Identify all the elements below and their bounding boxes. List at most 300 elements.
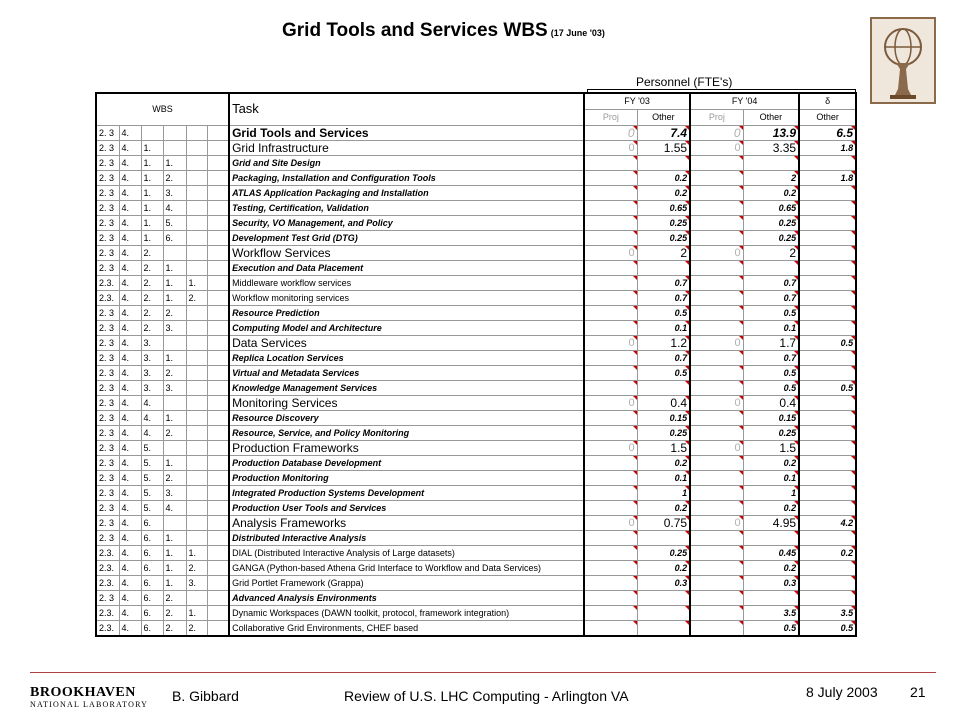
wbs-code-cell: [207, 275, 229, 290]
other-fy04-cell: 0.7: [743, 350, 799, 365]
wbs-code-cell: 4.: [119, 455, 141, 470]
wbs-code-cell: 2.: [163, 170, 186, 185]
other-fy03-cell: 0.4: [637, 395, 690, 410]
footer-author: B. Gibbard: [172, 688, 239, 704]
other-fy04-cell: 0.2: [743, 455, 799, 470]
wbs-code-cell: [207, 365, 229, 380]
wbs-code-cell: [186, 485, 207, 500]
other-fy04-cell: 0.1: [743, 320, 799, 335]
proj-fy04-cell: [690, 500, 743, 515]
wbs-code-cell: 2.: [186, 620, 207, 636]
wbs-code-cell: 4.: [119, 125, 141, 140]
other-fy03-cell: 0.2: [637, 170, 690, 185]
wbs-code-cell: 4.: [119, 290, 141, 305]
wbs-code-cell: 2. 3: [96, 425, 119, 440]
proj-fy03-cell: 0: [584, 440, 637, 455]
delta-cell: [799, 200, 856, 215]
task-cell: Replica Location Services: [229, 350, 584, 365]
proj-fy03-cell: [584, 455, 637, 470]
wbs-code-cell: [207, 320, 229, 335]
proj-fy03-cell: 0: [584, 245, 637, 260]
proj-fy03-cell: [584, 290, 637, 305]
task-cell: GANGA (Python-based Athena Grid Interface to Workflow and Data Services): [229, 560, 584, 575]
wbs-code-cell: 1.: [163, 350, 186, 365]
proj-fy03-cell: [584, 260, 637, 275]
proj-fy03-cell: 0: [584, 395, 637, 410]
table-row: [96, 410, 856, 425]
wbs-code-cell: 4.: [163, 200, 186, 215]
wbs-code-cell: 2.: [163, 590, 186, 605]
wbs-code-cell: [207, 230, 229, 245]
delta-header: δ: [799, 93, 856, 109]
delta-cell: [799, 275, 856, 290]
other-fy03-cell: 0.25: [637, 230, 690, 245]
personnel-label: Personnel (FTE's): [636, 75, 733, 89]
task-cell: Dynamic Workspaces (DAWN toolkit, protocol, framework integration): [229, 605, 584, 620]
wbs-code-cell: 2.: [141, 260, 163, 275]
proj-fy03-cell: [584, 605, 637, 620]
delta-other-header: Other: [799, 109, 856, 125]
wbs-code-cell: [207, 545, 229, 560]
wbs-code-cell: 6.: [141, 590, 163, 605]
wbs-code-cell: [207, 575, 229, 590]
proj-fy03-cell: [584, 380, 637, 395]
other-fy04-cell: 1.7: [743, 335, 799, 350]
other04-header: Other: [743, 109, 799, 125]
wbs-code-cell: 4.: [119, 605, 141, 620]
wbs-code-cell: [207, 440, 229, 455]
wbs-code-cell: [207, 350, 229, 365]
delta-cell: [799, 560, 856, 575]
wbs-code-cell: [207, 245, 229, 260]
delta-cell: 0.5: [799, 335, 856, 350]
task-cell: Security, VO Management, and Policy: [229, 215, 584, 230]
wbs-code-cell: 5.: [141, 440, 163, 455]
delta-cell: [799, 590, 856, 605]
wbs-code-cell: [186, 365, 207, 380]
wbs-code-cell: [163, 515, 186, 530]
wbs-code-cell: 2. 3: [96, 455, 119, 470]
wbs-code-cell: 1.: [163, 545, 186, 560]
wbs-code-cell: [207, 395, 229, 410]
other-fy03-cell: 0.2: [637, 500, 690, 515]
wbs-code-cell: 2. 3: [96, 410, 119, 425]
task-cell: Distributed Interactive Analysis: [229, 530, 584, 545]
delta-cell: [799, 155, 856, 170]
wbs-code-cell: [207, 410, 229, 425]
wbs-code-cell: 6.: [141, 530, 163, 545]
wbs-code-cell: [186, 320, 207, 335]
delta-cell: [799, 185, 856, 200]
other-fy04-cell: 1: [743, 485, 799, 500]
wbs-code-cell: 2. 3: [96, 320, 119, 335]
task-cell: Virtual and Metadata Services: [229, 365, 584, 380]
task-cell: Execution and Data Placement: [229, 260, 584, 275]
table-row: [96, 500, 856, 515]
proj-fy03-cell: 0: [584, 140, 637, 155]
wbs-code-cell: 2. 3: [96, 590, 119, 605]
wbs-code-cell: 1.: [141, 185, 163, 200]
wbs-code-cell: 1.: [163, 260, 186, 275]
task-cell: Collaborative Grid Environments, CHEF based: [229, 620, 584, 636]
proj-fy04-cell: [690, 275, 743, 290]
wbs-code-cell: 1.: [141, 155, 163, 170]
wbs-code-cell: [207, 470, 229, 485]
other-fy04-cell: 1.5: [743, 440, 799, 455]
other-fy03-cell: 7.4: [637, 125, 690, 140]
proj-fy03-cell: [584, 575, 637, 590]
other-fy04-cell: 0.4: [743, 395, 799, 410]
wbs-code-cell: 2. 3: [96, 335, 119, 350]
task-header: Task: [229, 93, 584, 125]
proj-fy04-cell: [690, 170, 743, 185]
wbs-code-cell: 3.: [163, 185, 186, 200]
other-fy03-cell: [637, 620, 690, 636]
wbs-code-cell: 4.: [119, 470, 141, 485]
other-fy04-cell: 2: [743, 245, 799, 260]
other-fy03-cell: 0.25: [637, 545, 690, 560]
proj-fy04-cell: 0: [690, 245, 743, 260]
wbs-code-cell: 4.: [119, 170, 141, 185]
proj-fy03-cell: [584, 560, 637, 575]
proj-fy04-cell: [690, 575, 743, 590]
wbs-code-cell: 5.: [141, 485, 163, 500]
table-row: [96, 320, 856, 335]
wbs-code-cell: 2. 3: [96, 155, 119, 170]
proj-fy03-cell: [584, 620, 637, 636]
wbs-code-cell: [141, 125, 163, 140]
wbs-code-cell: 4.: [119, 440, 141, 455]
footer-rule: [30, 672, 936, 673]
task-cell: Analysis Frameworks: [229, 515, 584, 530]
table-row: [96, 305, 856, 320]
task-cell: Production User Tools and Services: [229, 500, 584, 515]
proj-fy04-cell: [690, 545, 743, 560]
table-row: [96, 620, 856, 636]
delta-cell: [799, 410, 856, 425]
proj-fy04-cell: [690, 560, 743, 575]
task-cell: Resource Discovery: [229, 410, 584, 425]
task-cell: ATLAS Application Packaging and Installation: [229, 185, 584, 200]
fy04-header: FY '04: [690, 93, 799, 109]
atlas-logo-icon: [870, 17, 936, 104]
table-row: [96, 365, 856, 380]
wbs-code-cell: 4.: [141, 410, 163, 425]
other-fy04-cell: [743, 260, 799, 275]
wbs-code-cell: [163, 335, 186, 350]
wbs-code-cell: 1.: [163, 155, 186, 170]
task-cell: Grid Portlet Framework (Grappa): [229, 575, 584, 590]
wbs-code-cell: 4.: [119, 365, 141, 380]
other-fy04-cell: 0.65: [743, 200, 799, 215]
other-fy03-cell: 0.1: [637, 320, 690, 335]
wbs-code-cell: 2. 3: [96, 215, 119, 230]
wbs-code-cell: 2.: [141, 245, 163, 260]
wbs-code-cell: 1.: [163, 560, 186, 575]
table-row: [96, 140, 856, 155]
wbs-code-cell: 6.: [141, 515, 163, 530]
wbs-code-cell: [186, 335, 207, 350]
wbs-code-cell: [207, 305, 229, 320]
delta-cell: 0.5: [799, 620, 856, 636]
proj-fy03-cell: [584, 470, 637, 485]
wbs-code-cell: 4.: [119, 575, 141, 590]
wbs-code-cell: [207, 485, 229, 500]
other-fy03-cell: 0.65: [637, 200, 690, 215]
other-fy03-cell: 0.75: [637, 515, 690, 530]
delta-cell: [799, 305, 856, 320]
wbs-code-cell: 2.: [163, 425, 186, 440]
wbs-code-cell: 3.: [141, 335, 163, 350]
delta-cell: 6.5: [799, 125, 856, 140]
wbs-code-cell: [186, 515, 207, 530]
proj-fy03-cell: 0: [584, 515, 637, 530]
other-fy03-cell: 0.15: [637, 410, 690, 425]
wbs-code-cell: [163, 140, 186, 155]
delta-cell: [799, 500, 856, 515]
wbs-code-cell: 4.: [119, 380, 141, 395]
logo-line1: BROOKHAVEN: [30, 685, 136, 700]
other-fy04-cell: 0.2: [743, 185, 799, 200]
delta-cell: 0.2: [799, 545, 856, 560]
delta-cell: [799, 320, 856, 335]
wbs-code-cell: [186, 260, 207, 275]
delta-cell: [799, 245, 856, 260]
wbs-code-cell: 1.: [186, 275, 207, 290]
delta-cell: 1.8: [799, 170, 856, 185]
delta-cell: [799, 455, 856, 470]
other-fy03-cell: 0.5: [637, 365, 690, 380]
other-fy04-cell: 0.3: [743, 575, 799, 590]
other-fy04-cell: 0.7: [743, 290, 799, 305]
wbs-code-cell: 4.: [119, 215, 141, 230]
proj-fy03-cell: [584, 320, 637, 335]
wbs-code-cell: [186, 350, 207, 365]
task-cell: Grid Infrastructure: [229, 140, 584, 155]
other-fy03-cell: 1.55: [637, 140, 690, 155]
wbs-code-cell: 1.: [163, 455, 186, 470]
table-row: [96, 380, 856, 395]
title-date: (17 June '03): [550, 28, 605, 38]
proj-fy03-cell: [584, 500, 637, 515]
other-fy03-cell: 0.1: [637, 470, 690, 485]
proj-fy04-cell: [690, 185, 743, 200]
other-fy04-cell: 0.45: [743, 545, 799, 560]
table-row: [96, 350, 856, 365]
proj-fy03-cell: [584, 170, 637, 185]
table-row: [96, 485, 856, 500]
proj-fy04-cell: [690, 425, 743, 440]
other-fy03-cell: 0.7: [637, 290, 690, 305]
wbs-code-cell: 2.: [141, 275, 163, 290]
wbs-code-cell: 4.: [119, 515, 141, 530]
table-row: [96, 275, 856, 290]
other-fy03-cell: 1.2: [637, 335, 690, 350]
wbs-code-cell: 2.3.: [96, 605, 119, 620]
wbs-code-cell: 4.: [119, 530, 141, 545]
footer-date: 8 July 2003: [806, 684, 878, 700]
proj-fy04-cell: [690, 455, 743, 470]
wbs-code-cell: 2.3.: [96, 560, 119, 575]
proj-fy03-cell: [584, 200, 637, 215]
wbs-code-cell: 4.: [119, 350, 141, 365]
footer-page: 21: [910, 684, 926, 700]
delta-cell: [799, 290, 856, 305]
proj-fy03-cell: 0: [584, 125, 637, 140]
proj-fy04-cell: [690, 530, 743, 545]
wbs-code-cell: 4.: [119, 200, 141, 215]
wbs-code-cell: [207, 335, 229, 350]
table-row: [96, 545, 856, 560]
wbs-code-cell: 4.: [119, 185, 141, 200]
proj-fy04-cell: [690, 320, 743, 335]
wbs-code-cell: [186, 410, 207, 425]
table-row: [96, 155, 856, 170]
task-cell: Resource, Service, and Policy Monitoring: [229, 425, 584, 440]
proj-fy04-cell: [690, 230, 743, 245]
wbs-code-cell: 4.: [119, 275, 141, 290]
wbs-code-cell: [163, 125, 186, 140]
wbs-code-cell: 1.: [163, 275, 186, 290]
other-fy04-cell: 3.5: [743, 605, 799, 620]
proj-fy04-cell: [690, 380, 743, 395]
wbs-code-cell: [207, 530, 229, 545]
proj-fy03-cell: [584, 305, 637, 320]
proj-fy03-cell: [584, 185, 637, 200]
proj-fy04-cell: 0: [690, 440, 743, 455]
other-fy04-cell: 0.2: [743, 500, 799, 515]
wbs-code-cell: 4.: [119, 545, 141, 560]
proj-fy04-cell: 0: [690, 515, 743, 530]
wbs-code-cell: 2. 3: [96, 485, 119, 500]
proj-fy04-cell: [690, 260, 743, 275]
table-row: [96, 260, 856, 275]
wbs-code-cell: [186, 305, 207, 320]
wbs-code-cell: 2. 3: [96, 140, 119, 155]
wbs-code-cell: 2. 3: [96, 365, 119, 380]
wbs-code-cell: [186, 245, 207, 260]
task-cell: Development Test Grid (DTG): [229, 230, 584, 245]
other-fy03-cell: [637, 605, 690, 620]
proj04-header: Proj: [690, 109, 743, 125]
wbs-code-cell: 4.: [119, 590, 141, 605]
table-row: [96, 530, 856, 545]
wbs-code-cell: 6.: [141, 620, 163, 636]
other-fy04-cell: 0.5: [743, 620, 799, 636]
wbs-code-cell: 2.3.: [96, 275, 119, 290]
other-fy03-cell: 0.7: [637, 275, 690, 290]
wbs-code-cell: [186, 500, 207, 515]
wbs-code-cell: [186, 470, 207, 485]
delta-cell: 1.8: [799, 140, 856, 155]
other-fy04-cell: 0.15: [743, 410, 799, 425]
wbs-code-cell: 2. 3: [96, 260, 119, 275]
wbs-code-cell: 3.: [163, 380, 186, 395]
footer-talk: Review of U.S. LHC Computing - Arlington VA: [344, 688, 629, 704]
wbs-code-cell: [186, 425, 207, 440]
proj-fy04-cell: [690, 350, 743, 365]
wbs-code-cell: [186, 215, 207, 230]
title-text: Grid Tools and Services WBS: [282, 20, 548, 41]
other-fy03-cell: [637, 380, 690, 395]
wbs-code-cell: [207, 185, 229, 200]
proj-fy04-cell: 0: [690, 140, 743, 155]
brookhaven-logo: [30, 686, 152, 712]
table-row: [96, 185, 856, 200]
wbs-code-cell: 2. 3: [96, 515, 119, 530]
delta-cell: [799, 530, 856, 545]
wbs-code-cell: 2.: [163, 605, 186, 620]
wbs-code-cell: [163, 395, 186, 410]
delta-cell: [799, 350, 856, 365]
wbs-code-cell: 5.: [141, 470, 163, 485]
wbs-code-cell: [207, 155, 229, 170]
delta-cell: [799, 470, 856, 485]
table-row: [96, 200, 856, 215]
task-cell: Packaging, Installation and Configuration Tools: [229, 170, 584, 185]
proj-fy03-cell: [584, 590, 637, 605]
wbs-code-cell: 1.: [141, 230, 163, 245]
wbs-code-cell: 2.3.: [96, 545, 119, 560]
wbs-code-cell: [207, 425, 229, 440]
delta-cell: [799, 230, 856, 245]
table-row: [96, 230, 856, 245]
table-row: [96, 470, 856, 485]
wbs-code-cell: 2. 3: [96, 470, 119, 485]
wbs-table: [95, 92, 857, 637]
wbs-code-cell: 5.: [141, 455, 163, 470]
wbs-code-cell: 6.: [141, 545, 163, 560]
wbs-code-cell: 2.: [141, 290, 163, 305]
other-fy04-cell: 0.7: [743, 275, 799, 290]
other-fy04-cell: 0.25: [743, 215, 799, 230]
wbs-code-cell: [186, 140, 207, 155]
wbs-code-cell: 2. 3: [96, 350, 119, 365]
wbs-code-cell: 3.: [163, 485, 186, 500]
wbs-code-cell: [207, 620, 229, 636]
other-fy04-cell: 3.35: [743, 140, 799, 155]
wbs-code-cell: [186, 230, 207, 245]
wbs-code-cell: [207, 590, 229, 605]
wbs-code-cell: 2.: [163, 365, 186, 380]
wbs-code-cell: 2.3.: [96, 620, 119, 636]
wbs-code-cell: [186, 200, 207, 215]
task-cell: Grid and Site Design: [229, 155, 584, 170]
wbs-code-cell: 4.: [119, 155, 141, 170]
wbs-code-cell: [207, 500, 229, 515]
table-row: [96, 590, 856, 605]
task-cell: Testing, Certification, Validation: [229, 200, 584, 215]
wbs-code-cell: 6.: [141, 575, 163, 590]
proj-fy03-cell: [584, 155, 637, 170]
table-row: [96, 290, 856, 305]
proj-fy04-cell: 0: [690, 125, 743, 140]
proj03-header: Proj: [584, 109, 637, 125]
proj-fy04-cell: 0: [690, 395, 743, 410]
table-row: [96, 395, 856, 410]
other-fy03-cell: 0.3: [637, 575, 690, 590]
header-row-fy: [96, 93, 856, 109]
delta-cell: [799, 215, 856, 230]
task-cell: Integrated Production Systems Development: [229, 485, 584, 500]
wbs-code-cell: 4.: [119, 620, 141, 636]
wbs-code-cell: [207, 290, 229, 305]
wbs-code-cell: 6.: [141, 560, 163, 575]
proj-fy03-cell: [584, 365, 637, 380]
wbs-code-cell: 6.: [163, 230, 186, 245]
delta-cell: [799, 365, 856, 380]
wbs-code-cell: 2. 3: [96, 440, 119, 455]
